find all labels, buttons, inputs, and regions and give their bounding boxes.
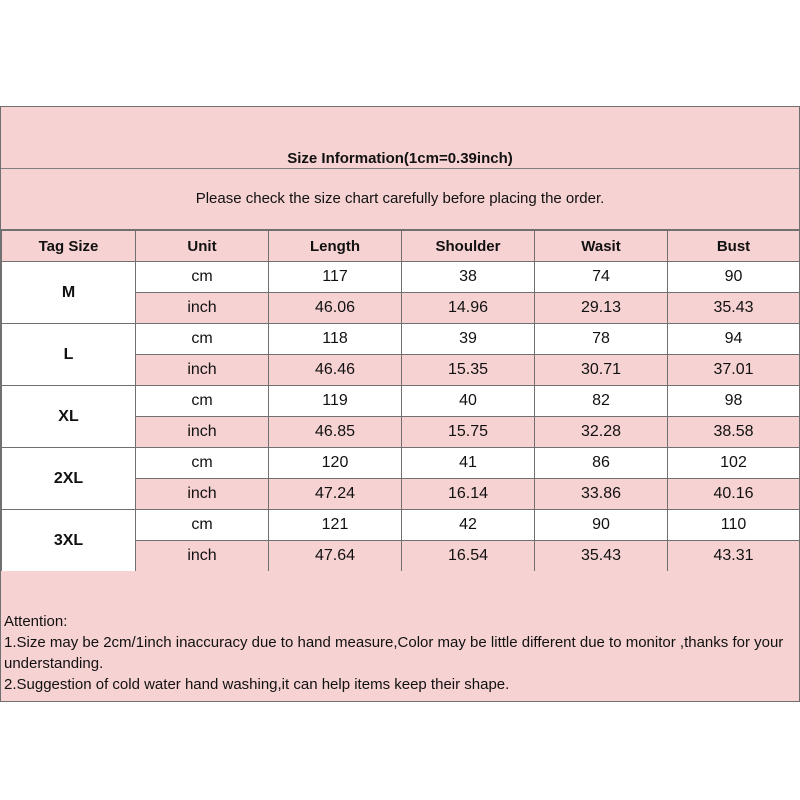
length-cell: 117 [269, 262, 402, 293]
waist-cell: 35.43 [535, 541, 668, 572]
unit-cell: cm [136, 448, 269, 479]
header-shoulder: Shoulder [402, 231, 535, 262]
bust-cell: 110 [668, 510, 800, 541]
bust-cell: 35.43 [668, 293, 800, 324]
table-row [2, 324, 800, 355]
table-row [2, 510, 800, 541]
length-cell: 46.85 [269, 417, 402, 448]
length-cell: 47.24 [269, 479, 402, 510]
attention-band [1, 571, 799, 701]
header-length: Length [269, 231, 402, 262]
size-label: L [2, 324, 136, 386]
shoulder-cell: 16.54 [402, 541, 535, 572]
length-cell: 118 [269, 324, 402, 355]
waist-cell: 86 [535, 448, 668, 479]
table-row [2, 262, 800, 293]
attention-heading: Attention: [4, 613, 68, 630]
unit-cell: inch [136, 479, 269, 510]
length-cell: 121 [269, 510, 402, 541]
bust-cell: 102 [668, 448, 800, 479]
waist-cell: 82 [535, 386, 668, 417]
unit-cell: cm [136, 510, 269, 541]
unit-cell: inch [136, 293, 269, 324]
unit-cell: cm [136, 386, 269, 417]
size-label: M [2, 262, 136, 324]
bust-cell: 98 [668, 386, 800, 417]
note-band [1, 169, 799, 230]
table-row [2, 448, 800, 479]
attention-line-2: 2.Suggestion of cold water hand washing,it can help items keep their shape. [4, 676, 510, 693]
header-unit: Unit [136, 231, 269, 262]
attention-notes [4, 611, 793, 695]
bust-cell: 90 [668, 262, 800, 293]
table-row [2, 386, 800, 417]
size-chart-sheet [0, 106, 800, 702]
bust-cell: 94 [668, 324, 800, 355]
chart-title: Size Information(1cm=0.39inch) [287, 150, 513, 167]
shoulder-cell: 15.75 [402, 417, 535, 448]
size-table [1, 230, 800, 572]
bust-cell: 40.16 [668, 479, 800, 510]
waist-cell: 90 [535, 510, 668, 541]
length-cell: 46.46 [269, 355, 402, 386]
bust-cell: 43.31 [668, 541, 800, 572]
waist-cell: 29.13 [535, 293, 668, 324]
length-cell: 120 [269, 448, 402, 479]
waist-cell: 30.71 [535, 355, 668, 386]
shoulder-cell: 40 [402, 386, 535, 417]
shoulder-cell: 15.35 [402, 355, 535, 386]
waist-cell: 32.28 [535, 417, 668, 448]
table-header-row [2, 231, 800, 262]
unit-cell: inch [136, 417, 269, 448]
bust-cell: 38.58 [668, 417, 800, 448]
length-cell: 46.06 [269, 293, 402, 324]
attention-line-1: 1.Size may be 2cm/1inch inaccuracy due to hand measure,Color may be little different due to monitor ,thanks for your understanding. [4, 634, 784, 672]
size-label: 3XL [2, 510, 136, 572]
title-band [1, 107, 799, 169]
waist-cell: 33.86 [535, 479, 668, 510]
unit-cell: cm [136, 262, 269, 293]
bust-cell: 37.01 [668, 355, 800, 386]
shoulder-cell: 16.14 [402, 479, 535, 510]
size-label: XL [2, 386, 136, 448]
unit-cell: cm [136, 324, 269, 355]
size-label: 2XL [2, 448, 136, 510]
shoulder-cell: 39 [402, 324, 535, 355]
waist-cell: 74 [535, 262, 668, 293]
length-cell: 119 [269, 386, 402, 417]
waist-cell: 78 [535, 324, 668, 355]
shoulder-cell: 42 [402, 510, 535, 541]
length-cell: 47.64 [269, 541, 402, 572]
unit-cell: inch [136, 541, 269, 572]
shoulder-cell: 41 [402, 448, 535, 479]
header-bust: Bust [668, 231, 800, 262]
header-tag-size: Tag Size [2, 231, 136, 262]
shoulder-cell: 14.96 [402, 293, 535, 324]
shoulder-cell: 38 [402, 262, 535, 293]
unit-cell: inch [136, 355, 269, 386]
header-waist: Wasit [535, 231, 668, 262]
chart-subtitle: Please check the size chart carefully before placing the order. [195, 190, 605, 207]
